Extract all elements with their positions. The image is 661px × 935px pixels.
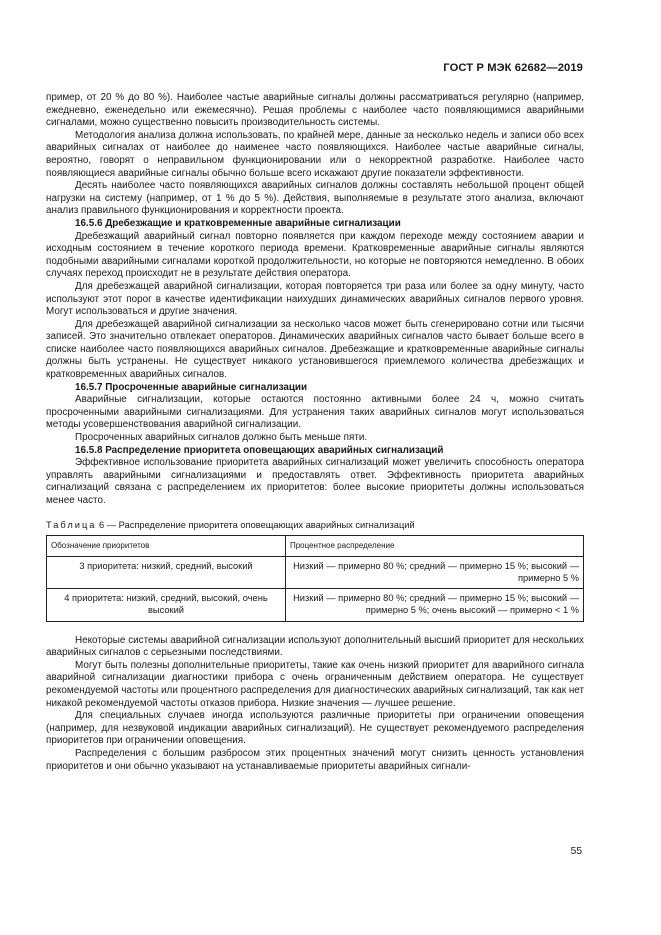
body-paragraph: Для специальных случаев иногда используются различные приоритеты при ограничении оповещения (например, для незвуковой индикации аварийных сигнализаций). Не существует рекомендуемого распределения приоритетов при ограничении оповещения. xyxy=(46,710,584,747)
column-header-distribution: Процентное распределение xyxy=(285,536,583,557)
distribution-cell: Низкий — примерно 80 %; средний — примерно 15 %; высокий — примерно 5 % xyxy=(285,557,583,589)
page-number: 55 xyxy=(570,846,582,857)
body-paragraph: Дребезжащий аварийный сигнал повторно появляется при каждом переходе между состоянием аварии и исходным состоянием в течение короткого периода времени. Кратковременные аварийные сигналы являются подобными аварийными сигналами короткой продолжительности, но которые не повторяются немедленно. В обоих случаях переход происходит не в результате действия оператора. xyxy=(46,230,584,280)
table-caption-label: Таблица xyxy=(46,519,97,530)
body-paragraph: Для дребезжащей аварийной сигнализации за несколько часов может быть сгенерировано сотни или тысячи записей. Это значительно отвлекает операторов. Динамических аварийных сигналов часто бывает больше всего в списке наиболее часто появляющихся аварийных сигналов. Дребезжащие и кратковременные аварийные сигналы должны быть устранены. Не существует никакого установившегося приемлемого количества дребезжащих и кратковременных аварийных сигналов. xyxy=(46,318,584,381)
priority-distribution-table xyxy=(46,535,584,621)
body-paragraph: Для дребезжащей аварийной сигнализации, которая повторяется три раза или более за одну минуту, часто используют этот порог в качестве идентификации наихудших динамических аварийных сигналов первого уровня. Могут использоваться и другие значения. xyxy=(46,280,584,318)
body-paragraph: пример, от 20 % до 80 %). Наиболее частые аварийные сигналы должны рассматриваться регулярно (например, ежедневно, еженедельно или ежемесячно). Решая проблемы с наиболее часто появляющимися аварийными сигналами, можно существенно повысить производительность системы. xyxy=(46,92,584,129)
table-header-row xyxy=(47,536,584,557)
document-id-header: ГОСТ Р МЭК 62682—2019 xyxy=(443,62,583,74)
priority-cell: 4 приоритета: низкий, средний, высокий, очень высокий xyxy=(47,589,286,621)
body-paragraph: Могут быть полезны дополнительные приоритеты, такие как очень низкий приоритет для аварийного сигнала аварийной сигнализации диагностики прибора с очень ограниченным действием оператора. Не существует рекомендуемой частоты или процентного распределения для диагностических аварийных сигнализаций, так как нет никакой рекомендуемой частоты отказов прибора. Низкие значения — лучшее решение. xyxy=(46,659,584,709)
section-heading-16-5-6: 16.5.6 Дребезжащие и кратковременные аварийные сигнализации xyxy=(75,217,401,229)
body-paragraph: Просроченных аварийных сигналов должно быть меньше пяти. xyxy=(75,432,368,444)
table-row xyxy=(47,557,584,589)
table-row xyxy=(47,589,584,621)
body-paragraph: Десять наиболее часто появляющихся аварийных сигналов должны составлять небольшой процент общей нагрузки на систему (например, от 1 % до 5 %). Действия, выполняемые в результате этого анализа, включают анализ правильного функционирования и корректности проекта. xyxy=(46,180,584,217)
body-paragraph: Методология анализа должна использовать, по крайней мере, данные за несколько недель и записи обо всех аварийных сигналах от наиболее до наименее часто появляющихся. Наиболее частые аварийные сигналы, вероятно, говорят о неправильном функционировании или о некорректной разработке. Наиболее часто появляющиеся аварийные сигналы обычно больше всего искажают другие показатели эффективности. xyxy=(46,129,584,179)
priority-cell: 3 приоритета: низкий, средний, высокий xyxy=(47,557,286,589)
body-paragraph: Эффективное использование приоритета аварийных сигнализаций может увеличить способность оператора управлять аварийными сигнализациями и предоставлять ответ. Эффективность приоритета аварийных сигнализаций связана с распределением их приоритетов: более высокие приоритеты должны использоваться менее часто. xyxy=(46,457,584,506)
page-body xyxy=(46,92,584,773)
section-heading-16-5-7: 16.5.7 Просроченные аварийные сигнализации xyxy=(75,381,308,393)
body-paragraph: Распределения с большим разбросом этих процентных значений могут снизить ценность установления приоритетов и они обычно указывают на устанавливаемые приоритеты аварийных сигнали- xyxy=(46,747,584,772)
column-header-priority: Обозначение приоритетов xyxy=(47,536,286,557)
table-caption xyxy=(46,519,584,532)
distribution-cell: Низкий — примерно 80 %; средний — примерно 15 %; высокий — примерно 5 %; очень высокий — примерно < 1 % xyxy=(285,589,583,621)
body-paragraph: Некоторые системы аварийной сигнализации используют дополнительный высший приоритет для нескольких аварийных сигналов с серьезными последствиями. xyxy=(46,634,584,659)
body-paragraph: Аварийные сигнализации, которые остаются постоянно активными более 24 ч, можно считать просроченными аварийными сигнализациями. Для устранения таких аварийных сигналов могут использоваться методы усовершенствования аварийной сигнализации. xyxy=(46,394,584,431)
table-caption-title: 6 — Распределение приоритета оповещающих аварийных сигнализаций xyxy=(96,519,415,530)
section-heading-16-5-8: 16.5.8 Распределение приоритета оповещающих аварийных сигнализаций xyxy=(75,444,444,456)
